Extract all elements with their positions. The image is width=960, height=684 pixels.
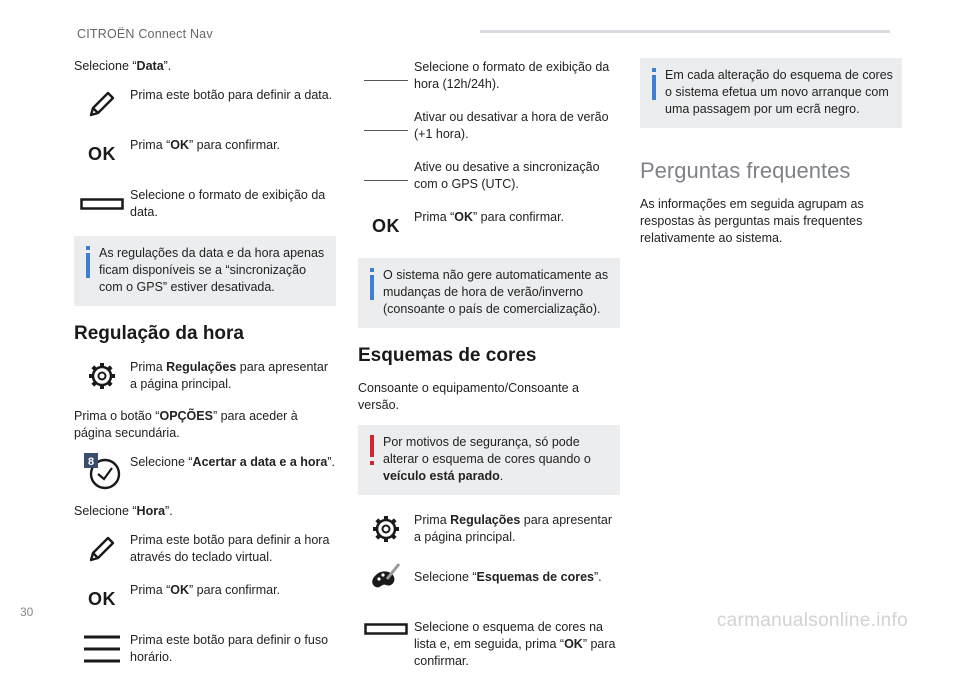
info-note-restart: Em cada alteração do esquema de cores o sistema efetua um novo arranque com uma passagem por um ecrã negro.: [640, 58, 902, 128]
faq-intro: As informações em seguida agrupam as respostas às perguntas mais frequentes relativamente ao sistema.: [640, 197, 864, 245]
warning-icon: [367, 435, 377, 467]
line-icon: [358, 58, 414, 94]
step-settings-2: Prima Regulações para apresentar a página principal.: [358, 511, 620, 547]
select-hora-text: Selecione “Hora”.: [74, 504, 173, 518]
step-confirm-ok-2: OK Prima “OK” para confirmar.: [74, 581, 336, 617]
line-icon: [358, 108, 414, 144]
menu-lines-icon: [74, 631, 130, 667]
svg-text:8: 8: [87, 456, 95, 468]
step-set-date-time: 8 Selecione “Acertar a data e a hora”.: [74, 453, 336, 489]
ok-icon: OK: [88, 588, 116, 609]
step-date-format: Selecione o formato de exibição da data.: [74, 186, 336, 222]
step-confirm-ok-3: OK Prima “OK” para confirmar.: [358, 208, 620, 244]
line-icon: [358, 158, 414, 194]
step-color-schemes: Selecione “Esquemas de cores”.: [358, 561, 620, 597]
pencil-icon: [74, 531, 130, 567]
consoante-text: Consoante o equipamento/Consoante a versão.: [358, 381, 579, 412]
step-define-date: Prima este botão para definir a data.: [74, 86, 336, 122]
clock-icon: [74, 453, 130, 489]
gear-icon: [358, 511, 414, 547]
header-title: CITROËN Connect Nav: [77, 27, 213, 41]
select-data-text: Selecione “Data”.: [74, 59, 172, 73]
step-gps-sync: Ative ou desative a sincronização com o GPS (UTC).: [358, 158, 620, 194]
info-icon: [367, 268, 377, 300]
step-timezone: Prima este botão para definir o fuso horário.: [74, 631, 336, 667]
paintbrush-icon: [358, 561, 414, 597]
header-bar: [480, 30, 890, 33]
faq-title: Perguntas frequentes: [640, 158, 851, 183]
step-select-scheme: Selecione o esquema de cores na lista e, em seguida, prima “OK” para confirmar.: [358, 611, 620, 670]
list-format-icon: [74, 186, 130, 222]
step-hour-format: Selecione o formato de exibição da hora (12h/24h).: [358, 58, 620, 94]
info-note-summer: O sistema não gere automaticamente as mudanças de hora de verão/inverno (consoante o país de comercialização).: [358, 258, 620, 328]
watermark: carmanualsonline.info: [716, 610, 908, 631]
info-icon: [649, 68, 659, 100]
column-2: [358, 58, 620, 684]
gear-icon: [74, 358, 130, 394]
pencil-icon: [74, 86, 130, 122]
ok-icon: OK: [372, 215, 400, 236]
column-1: [74, 58, 336, 681]
page-number: 30: [20, 605, 34, 619]
section-title-cores: Esquemas de cores: [358, 345, 537, 366]
column-3: [640, 58, 902, 258]
info-icon: [83, 246, 93, 278]
step-settings: Prima Regulações para apresentar a página principal.: [74, 358, 336, 394]
section-title-hora: Regulação da hora: [74, 323, 244, 344]
warning-note: Por motivos de segurança, só pode alterar o esquema de cores quando o veículo está parado.: [358, 425, 620, 495]
step-confirm-ok: OK Prima “OK” para confirmar.: [74, 136, 336, 172]
info-note-date: As regulações da data e da hora apenas ficam disponíveis se a “sincronização com o GPS” estiver desativada.: [74, 236, 336, 306]
opcoes-text: Prima o botão “OPÇÕES” para aceder à página secundária.: [74, 409, 298, 440]
ok-icon: OK: [88, 143, 116, 164]
list-format-icon: [358, 611, 414, 647]
step-summer-time: Ativar ou desativar a hora de verão (+1 hora).: [358, 108, 620, 144]
step-define-hour: Prima este botão para definir a hora através do teclado virtual.: [74, 531, 336, 567]
